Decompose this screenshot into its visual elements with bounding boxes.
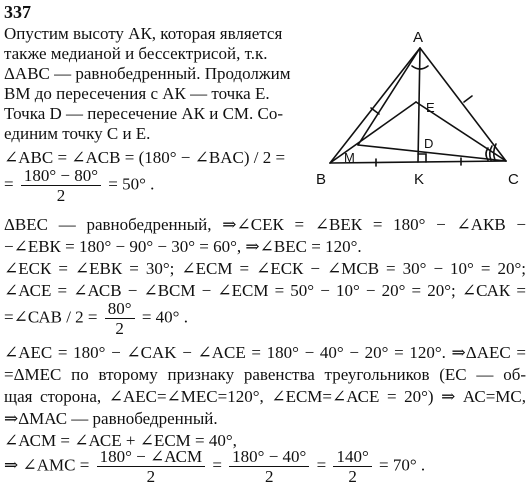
- frac2-prefix: =∠САВ / 2 =: [4, 307, 98, 327]
- end-line-2: =ΔMEC по второму признаку равенства треугольников (ЕС — об-: [4, 365, 526, 384]
- final-fraction-2: [229, 447, 309, 486]
- final-f3-num: 140°: [333, 447, 371, 467]
- frac2-result: = 40° .: [141, 307, 188, 327]
- end-line-5: ∠АСМ = ∠АСЕ + ∠ЕСМ = 40°,: [4, 431, 237, 450]
- intro-line-3: ΔАВС — равнобедренный. Продолжим: [4, 64, 291, 83]
- final-result: = 70° .: [379, 455, 426, 475]
- intro-line-2: также медианой и бессектрисой, т.к.: [4, 44, 268, 63]
- tick-ab: [371, 108, 379, 114]
- fraction-line-2: [4, 299, 188, 338]
- final-f2-den: 2: [265, 467, 274, 486]
- intro-line-5: Точка D — пересечение АК и СМ. Со-: [4, 104, 284, 123]
- angle-arc-c1: [486, 148, 488, 160]
- frac1-result: = 50° .: [108, 174, 155, 194]
- tick-ac: [464, 96, 472, 102]
- mid-line-1: ΔВЕС — равнобедренный, ⇒∠СЕК = ∠ВЕК = 180° − ∠АКВ −: [4, 215, 526, 234]
- final-fraction-1: [97, 447, 206, 486]
- final-f3-den: 2: [348, 467, 357, 486]
- frac1-prefix: =: [4, 174, 14, 194]
- final-fraction-3: [333, 447, 371, 486]
- frac2-denominator: 2: [115, 319, 124, 338]
- final-f1-den: 2: [146, 467, 156, 486]
- triangle-figure: [316, 28, 528, 196]
- final-prefix: ⇒ ∠АМС =: [4, 455, 90, 475]
- final-eq-2: =: [316, 455, 327, 475]
- label-m: M: [344, 150, 355, 165]
- mid-line-2: −∠ЕВК = 180° − 90° − 30° = 60°, ⇒∠ВЕС = 120°.: [4, 237, 362, 256]
- intro-line-1: Опустим высоту АК, которая является: [4, 24, 283, 43]
- frac1-denominator: 2: [56, 186, 66, 205]
- side-ab: [330, 48, 420, 163]
- fraction-80-2: [105, 299, 135, 338]
- end-line-3: щая сторона, ∠АЕС=∠МЕС=120°, ∠ЕСМ=∠АСЕ = 20°) ⇒ АС=МС,: [4, 387, 526, 406]
- end-line-4: ⇒ΔМАС — равнобедренный.: [4, 409, 218, 428]
- intro-line-4: ВМ до пересечения с АК — точка Е.: [4, 84, 270, 103]
- problem-number: 337: [4, 2, 31, 22]
- final-f1-num: 180° − ∠АСМ: [97, 447, 206, 467]
- end-line-1: ∠AEC = 180° − ∠CAK − ∠ACE = 180° − 40° − 20° = 120°. ⇒ΔAEC =: [4, 343, 526, 362]
- label-k: K: [414, 171, 425, 188]
- final-eq-1: =: [212, 455, 222, 475]
- label-a: A: [413, 29, 424, 46]
- final-f2-num: 180° − 40°: [229, 447, 309, 467]
- label-c: C: [508, 171, 519, 188]
- mid-line-3: ∠ЕСК = ∠ЕВК = 30°; ∠ЕСМ = ∠ЕСК − ∠МСВ = 30° − 10° = 20°;: [4, 259, 526, 278]
- intro-line-6: единим точку С и Е.: [4, 124, 151, 143]
- frac1-numerator: 180° − 80°: [21, 166, 101, 186]
- label-b: B: [316, 171, 327, 188]
- angle-arc-c2: [490, 146, 492, 160]
- right-angle-mark: [418, 154, 426, 162]
- angle-abc-line: ∠ABC = ∠ACB = (180° − ∠BAC) / 2 =: [4, 148, 286, 167]
- frac2-numerator: 80°: [105, 299, 135, 319]
- label-e: E: [426, 100, 435, 115]
- fraction-180-80: [21, 166, 101, 205]
- mid-line-4: ∠АСЕ = ∠АСВ − ∠ВСМ − ∠ЕСМ = 50° − 10° − 20° = 20°; ∠САК =: [4, 281, 526, 300]
- final-line: [4, 447, 425, 486]
- segment-am: [358, 48, 420, 145]
- segment-be: [330, 102, 416, 163]
- label-d: D: [424, 136, 434, 151]
- fraction-line-1: [4, 166, 154, 205]
